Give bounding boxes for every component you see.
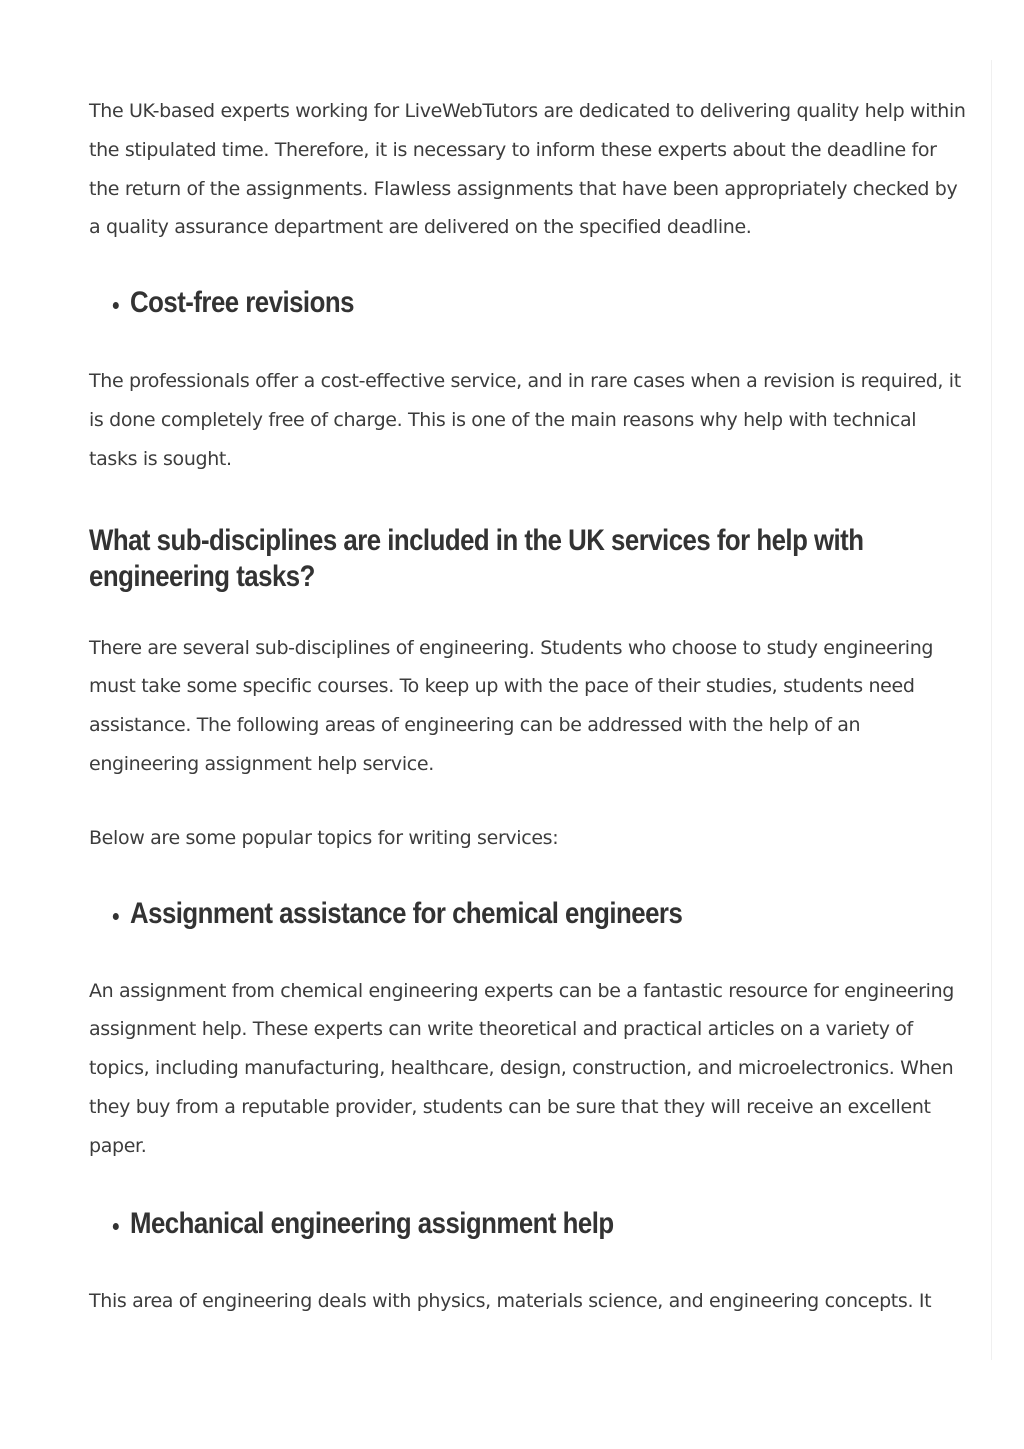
bullet-list-revisions <box>89 283 969 323</box>
bullet-heading-chemical-engineers: • Assignment assistance for chemical engineers <box>130 894 852 934</box>
bullet-list-chemical <box>89 894 969 934</box>
paragraph-sub-disciplines: There are several sub-disciplines of engineering. Students who choose to study engineering must take some specific courses. To keep up with the pace of their studies, students need assistance. The following areas of engineering can be addressed with the help of an engineering assignment help service. <box>89 636 934 775</box>
paragraph-popular-topics: Below are some popular topics for writing services: <box>89 826 559 849</box>
bullet-heading-mechanical-engineering: • Mechanical engineering assignment help <box>130 1204 852 1244</box>
paragraph-deadline: The UK-based experts working for LiveWebTutors are dedicated to delivering quality help within the stipulated time. Therefore, it is necessary to inform these experts about the deadline for the return of the assignments. Flawless assignments that have been appropriately checked by a quality assurance department are delivered on the specified deadline. <box>89 100 966 239</box>
bullet-heading-cost-free-revisions: • Cost-free revisions <box>130 283 852 323</box>
page-edge <box>991 60 992 1360</box>
document-body <box>89 92 969 1320</box>
paragraph-revisions: The professionals offer a cost-effective service, and in rare cases when a revision is required, it is done completely free of charge. This is one of the main reasons why help with technical tasks is sought. <box>89 370 961 470</box>
paragraph-mechanical: This area of engineering deals with physics, materials science, and engineering concepts. It <box>89 1289 932 1312</box>
paragraph-chemical: An assignment from chemical engineering experts can be a fantastic resource for engineering assignment help. These experts can write theoretical and practical articles on a variety of topics, including manufacturing, healthcare, design, construction, and microelectronics. When they buy from a reputable provider, students can be sure that they will receive an excellent paper. <box>89 979 954 1157</box>
section-heading-sub-disciplines: What sub-disciplines are included in the UK services for help with engineering tasks? <box>89 523 864 593</box>
bullet-list-mechanical <box>89 1204 969 1244</box>
